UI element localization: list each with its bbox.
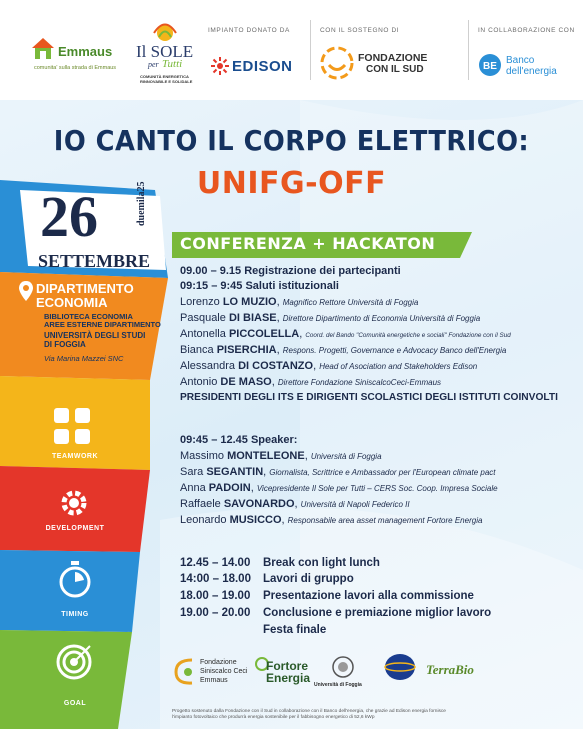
- greeting-row: Pasquale DI BIASE, Direttore Dipartimento di Economia Università di Foggia: [180, 312, 481, 324]
- partner-terrabio: TerraBio: [426, 662, 474, 677]
- schedule-time: 09.00 – 9.15: [180, 265, 242, 277]
- person-first: Raffaele: [180, 498, 221, 510]
- person-role: Magnifico Rettore Università di Foggia: [282, 298, 419, 307]
- person-role: Coord. del Bando "Comunità energetiche e sociali" Fondazione con il Sud: [305, 332, 511, 339]
- sole-title: Il SOLE: [136, 42, 194, 61]
- partner-ceci2: Siniscalco Ceci: [200, 668, 248, 675]
- fondazione-ceci-logo-icon: [172, 656, 198, 686]
- emmaus-name: Emmaus: [58, 44, 113, 59]
- schedule-time: 12.45 – 14.00: [180, 557, 251, 569]
- greeting-row: Antonella PICCOLELLA, Coord. del Bando "Comunità energetiche e sociali" Fondazione con il Sud: [180, 328, 511, 340]
- person-role: Responsabile area asset management Fortore Energia: [287, 516, 483, 525]
- fondazione-line2: CON IL SUD: [366, 64, 424, 75]
- goal-label: GOAL: [63, 700, 87, 707]
- partner-fortore1: Fortore: [266, 659, 308, 673]
- venue-small3: UNIVERSITÀ DEGLI STUDI: [44, 331, 146, 340]
- greeting-row: Alessandra DI COSTANZO, Head of Asociation and Stakeholders Edison: [180, 360, 478, 372]
- footer-line1: Progetto sostenuto dalla Fondazione con il Sud in collaborazione con il Banco dell'energia, che grazie ad Edison energia fornisce: [172, 709, 446, 714]
- caption-sostegno: CON IL SOSTEGNO DI: [320, 27, 400, 34]
- schedule-activity: Festa finale: [263, 624, 327, 636]
- schedule-time: 18.00 – 19.00: [180, 590, 251, 602]
- person-last: DE MASO: [220, 376, 272, 388]
- event-subtitle: UNIFG-OFF: [196, 166, 387, 201]
- banco-energia-logo-icon: [478, 53, 502, 77]
- banco-line1: Banco: [506, 55, 535, 66]
- header-divider: [310, 20, 311, 80]
- venue-small1: BIBLIOTECA ECONOMIA: [44, 312, 133, 321]
- sole-per: per: [148, 60, 159, 69]
- person-last: DI BIASE: [228, 312, 277, 324]
- person-role: Università di Foggia: [310, 452, 382, 461]
- person-first: Antonella: [180, 328, 226, 340]
- person-first: Leonardo: [180, 514, 227, 526]
- speaker-row: Sara SEGANTIN, Giornalista, Scrittrice e Ambassador per l'European climate pact: [180, 466, 496, 478]
- banco-line2: dell'energia: [506, 66, 557, 77]
- sun-logo-icon: [150, 18, 180, 42]
- partner-sphere-icon: [383, 652, 417, 682]
- location-pin-icon: [18, 280, 34, 302]
- emmaus-logo-icon: [30, 36, 56, 60]
- person-last: PADOIN: [208, 482, 251, 494]
- speaker-row: Leonardo MUSICCO, Responsabile area asset management Fortore Energia: [180, 514, 483, 526]
- event-month: SETTEMBRE: [38, 251, 151, 271]
- person-role: Direttore Fondazione SiniscalcoCeci-Emmaus: [277, 378, 442, 387]
- teamwork-icon: [50, 404, 94, 448]
- schedule-activity: Presentazione lavori alla commissione: [263, 590, 474, 602]
- venue-line2: ECONOMIA: [36, 295, 108, 310]
- schedule-activity: Conclusione e premiazione miglior lavoro: [263, 607, 492, 619]
- person-first: Pasquale: [180, 312, 226, 324]
- unifg-seal-icon: [332, 656, 354, 678]
- footer-note: [172, 709, 572, 721]
- caption-donato: IMPIANTO DONATO DA: [208, 27, 290, 34]
- person-role: Giornalista, Scrittrice e Ambassador per l'European climate pact: [269, 468, 496, 477]
- caption-collaborazione: IN COLLABORAZIONE CON: [478, 27, 575, 34]
- event-title: IO CANTO IL CORPO ELETTRICO:: [53, 124, 530, 157]
- presidents-line: PRESIDENTI DEGLI ITS E DIRIGENTI SCOLASTICI DEGLI ISTITUTI COINVOLTI: [180, 392, 558, 403]
- schedule-item: [180, 265, 401, 277]
- schedule-activity: Break con light lunch: [263, 557, 380, 569]
- person-first: Antonio: [180, 376, 218, 388]
- svg-text:BE: BE: [483, 61, 497, 72]
- person-first: Bianca: [180, 344, 214, 356]
- partner-fortore2: Energia: [266, 671, 311, 685]
- schedule-time: 19.00 – 20.00: [180, 607, 251, 619]
- schedule-activity: Saluti istituzionali: [245, 280, 339, 292]
- event-day: 26: [40, 184, 98, 249]
- goal-target-icon: [54, 642, 94, 682]
- person-role: Head of Asociation and Stakeholders Edison: [319, 362, 478, 371]
- speaker-row: Massimo MONTELEONE, Università di Foggia: [180, 450, 382, 462]
- footer-line2: l'impianto fotovoltaico che produrrà energia sostenibile per il fabbisogno energetico di 52,6 kWp: [172, 715, 375, 720]
- person-first: Sara: [180, 466, 204, 478]
- schedule-item: [180, 280, 339, 292]
- person-first: Alessandra: [180, 360, 236, 372]
- partner-unifg: Università di Foggia: [314, 682, 362, 688]
- timing-label: TIMING: [61, 611, 89, 618]
- person-first: Massimo: [180, 450, 225, 462]
- edison-name: EDISON: [232, 58, 293, 75]
- schedule-time: 14:00 – 18.00: [180, 573, 251, 585]
- venue-small2: AREE ESTERNE DIPARTIMENTO: [44, 320, 161, 329]
- greeting-row: Bianca PISERCHIA, Respons. Progetti, Governance e Advocacy Banco dell'Energia: [180, 344, 507, 356]
- person-role: Respons. Progetti, Governance e Advocacy Banco dell'Energia: [282, 346, 507, 355]
- schedule-time: 09:15 – 9:45: [180, 280, 243, 292]
- timing-stopwatch-icon: [58, 560, 92, 598]
- schedule-activity: Registrazione dei partecipanti: [244, 265, 401, 277]
- teamwork-label: TEAMWORK: [52, 453, 98, 460]
- person-role: Vicepresidente Il Sole per Tutti – CERS Soc. Coop. Impresa Sociale: [256, 484, 498, 493]
- person-role: Direttore Dipartimento di Economia Università di Foggia: [282, 314, 481, 323]
- venue-address: Via Marina Mazzei SNC: [44, 354, 124, 363]
- person-role: Università di Napoli Federico II: [300, 500, 410, 509]
- edison-logo-icon: [210, 56, 230, 76]
- person-first: Anna: [180, 482, 206, 494]
- person-last: LO MUZIO: [222, 296, 277, 308]
- person-last: SAVONARDO: [223, 498, 295, 510]
- emmaus-subtitle: comunita' sulla strada di Emmaus: [34, 65, 117, 71]
- venue-line1: DIPARTIMENTO: [36, 281, 134, 296]
- person-last: PISERCHIA: [216, 344, 277, 356]
- program-banner-text: CONFERENZA + HACKATON: [180, 234, 436, 253]
- person-first: Lorenzo: [180, 296, 220, 308]
- person-last: MONTELEONE: [227, 450, 305, 462]
- event-year: duemila25: [136, 181, 147, 226]
- speaker-row: Anna PADOIN, Vicepresidente Il Sole per Tutti – CERS Soc. Coop. Impresa Sociale: [180, 482, 498, 494]
- sponsor-header: [0, 0, 583, 100]
- speaker-row: Raffaele SAVONARDO, Università di Napoli Federico II: [180, 498, 410, 510]
- sole-sub2: RINNOVABILE E SOLIDALE: [140, 79, 193, 84]
- greeting-row: Antonio DE MASO, Direttore Fondazione SiniscalcoCeci-Emmaus: [180, 376, 442, 388]
- venue-small4: DI FOGGIA: [44, 340, 86, 349]
- person-last: PICCOLELLA: [228, 328, 300, 340]
- sole-sub1: COMUNITÀ ENERGETICA: [140, 74, 189, 79]
- partner-ceci1: Fondazione: [200, 659, 237, 666]
- sole-tutti: Tutti: [162, 58, 183, 70]
- person-last: MUSICCO: [229, 514, 282, 526]
- person-last: DI COSTANZO: [238, 360, 314, 372]
- schedule-activity: Lavori di gruppo: [263, 573, 354, 585]
- speaker-header: 09:45 – 12.45 Speaker:: [180, 434, 298, 446]
- greeting-row: Lorenzo LO MUZIO, Magnifico Rettore Università di Foggia: [180, 296, 419, 308]
- fondazione-line1: FONDAZIONE: [358, 52, 428, 64]
- development-gear-icon: [55, 484, 93, 522]
- header-divider: [468, 20, 469, 80]
- person-last: SEGANTIN: [206, 466, 264, 478]
- development-label: DEVELOPMENT: [45, 525, 105, 532]
- partner-ceci3: Emmaus: [200, 677, 228, 684]
- fondazione-sud-logo-icon: [318, 44, 356, 82]
